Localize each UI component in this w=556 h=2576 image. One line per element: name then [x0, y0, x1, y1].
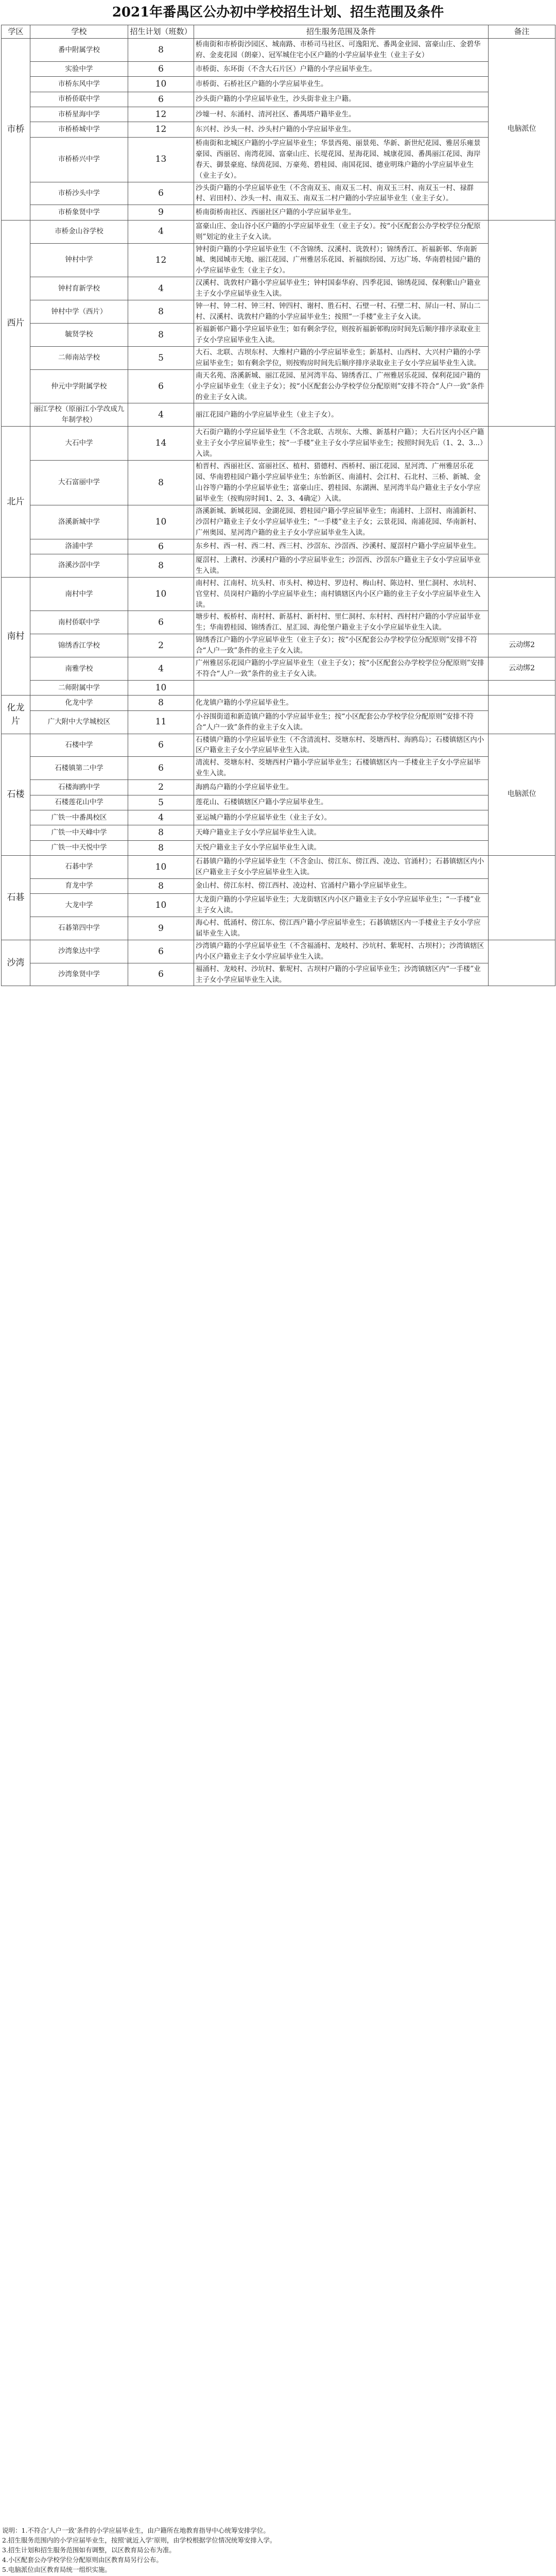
table-row	[2, 539, 555, 554]
plan-count: 6	[128, 963, 194, 986]
school-name: 二师附属中学	[30, 680, 128, 695]
table-row	[2, 137, 555, 182]
table-row	[2, 757, 555, 780]
scope-text: 祈福新邨户籍小学应届毕业生；如有剩余学位，则按祈福新邨购房时间先后顺序排序录取业主子女小学应届毕业生入读。	[194, 323, 489, 346]
scope-text: 柏晋村、西丽社区、富丽社区、植村、猎德村、西桥村、丽江花园、星河湾、广州雅居乐花园、华南碧桂园户籍小学应届毕业生；东怡新区、南浦村、会江村、石北村、三桥、新城、金山谷等户籍的小学应届毕业生；富豪山庄、碧桂园、东湖洲、星河湾半岛户籍业主子女小学应届毕业生（按购房时间1、2、3、4确定）入读。	[194, 461, 489, 505]
plan-count: 9	[128, 205, 194, 220]
plan-count: 10	[128, 894, 194, 917]
plan-count: 4	[128, 403, 194, 427]
scope-text: 钟一村、钟二村、钟三村、钟四村、谢村、胜石村、石壁一村、石壁二村、屏山一村、屏山二村、汉溪村、诜敦村户籍的小学应届毕业生；按照“一手楼”业主子女入读。	[194, 300, 489, 324]
header-scope: 招生服务范围及条件	[194, 25, 489, 39]
note-line: 2.招生服务范围内的小学应届毕业生，按照‘就近入学’原则，由学校根据学位情况统筹安排入学。	[2, 2536, 276, 2544]
document-title: 2021年番禺区公办初中学校招生计划、招生范围及条件	[112, 5, 444, 20]
scope-text: 厦滘村、上漖村、沙溪村户籍的小学应届毕业生；沙滘西、沙滘东户籍业主子女小学应届毕业生入读。	[194, 554, 489, 577]
school-name: 钟村中学（西片）	[30, 300, 128, 324]
table-row	[2, 696, 555, 710]
remark-cell	[489, 940, 555, 986]
remark-cell	[489, 680, 555, 695]
note-line: 3.招生计划和招生服务范围如有调整，以区教育局公布为准。	[2, 2546, 176, 2554]
school-name: 洛溪新城中学	[30, 505, 128, 539]
table-row	[2, 810, 555, 825]
scope-text: 汉溪村、诜敦村户籍小学应届毕业生；钟村国泰华府、四季花园、锦绣花园、保利紫山户籍业主子女小学应届毕业生入读。	[194, 277, 489, 300]
table-row	[2, 795, 555, 810]
area-cell: 化龙片	[2, 696, 30, 734]
school-name: 洛浦中学	[30, 539, 128, 554]
area-cell: 西片	[2, 220, 30, 427]
plan-count: 11	[128, 710, 194, 734]
plan-count: 8	[128, 461, 194, 505]
scope-text: 南天名苑、洛溪新城、丽江花园、星河湾半岛、锦绣香江、广州雅居乐花园、保利花园户籍的小学应届毕业生（业主子女）；按“小区配套公办学校学位分配原则”安排不符合“人户一致”条件的业主子女入读。	[194, 369, 489, 403]
table-row	[2, 346, 555, 369]
scope-text: 化龙镇户籍的小学应届毕业生。	[194, 696, 489, 710]
school-name: 石楼镇第二中学	[30, 757, 128, 780]
header-plan: 招生计划（班数）	[128, 25, 194, 39]
plan-count: 8	[128, 878, 194, 893]
plan-count: 5	[128, 795, 194, 810]
school-name: 南村中学	[30, 577, 128, 611]
plan-count: 10	[128, 77, 194, 92]
table-row	[2, 182, 555, 205]
school-name: 沙湾象贤中学	[30, 963, 128, 986]
plan-count: 6	[128, 940, 194, 963]
table-row	[2, 657, 555, 681]
scope-text: 桥南街和市桥街沙园区、城南路、市桥司马社区、可逸阳光、番禺金业园、富豪山庄、金碧华府、金麦花园（朗豪）、冠军城住宅小区户籍的小学应届毕业生（业主子女）	[194, 39, 489, 62]
table-row	[2, 780, 555, 795]
plan-count: 5	[128, 346, 194, 369]
plan-count: 2	[128, 780, 194, 795]
plan-count: 4	[128, 810, 194, 825]
scope-text: 海心村、低涌村、傍江东、傍江西户籍小学应届毕业生；石碁镇辖区内一手楼业主子女小学应届毕业生入读。	[194, 917, 489, 940]
scope-text: 洛溪新城、新城花园、金湖花园、碧桂园户籍小学应届毕业生；南浦村、上滘村、南浦新村、沙滘村户籍业主子女小学应届毕业生；“一手楼”业主子女；云景花园、南浦花园、华南新村、广州奥园、星河湾户籍的业主子女小学应届毕业生入读。	[194, 505, 489, 539]
scope-text: 南村村、江南村、坑头村、市头村、樟边村、罗边村、梅山村、陈边村、里仁洞村、水坑村、官堂村、员岗村户籍的小学应届毕业生；南村镇辖区内小区户籍的业主子女小学应届毕业生入读。	[194, 577, 489, 611]
table-row	[2, 611, 555, 634]
table-row	[2, 680, 555, 695]
school-name: 钟村育新学校	[30, 277, 128, 300]
plan-count: 6	[128, 611, 194, 634]
plan-count: 4	[128, 277, 194, 300]
scope-text	[194, 680, 489, 695]
remark-cell	[489, 696, 555, 734]
school-name: 南村侨联中学	[30, 611, 128, 634]
area-cell: 沙湾	[2, 940, 30, 986]
plan-count: 10	[128, 855, 194, 878]
school-name: 市桥象贤中学	[30, 205, 128, 220]
plan-count: 8	[128, 300, 194, 324]
school-name: 市桥星海中学	[30, 107, 128, 122]
note-line: 5.电脑派位由区教育局统一组织实施。	[2, 2566, 111, 2573]
scope-text: 天峰户籍业主子女小学应届毕业生入读。	[194, 825, 489, 840]
table-row	[2, 940, 555, 963]
plan-count: 4	[128, 220, 194, 243]
school-name: 大龙中学	[30, 894, 128, 917]
table-row	[2, 917, 555, 940]
table-row	[2, 205, 555, 220]
table-row	[2, 634, 555, 657]
scope-text: 东兴村、沙头一村、沙头村户籍的小学应届毕业生。	[194, 122, 489, 137]
table-row	[2, 855, 555, 878]
plan-count: 12	[128, 243, 194, 277]
plan-count: 6	[128, 757, 194, 780]
scope-text: 沙湾镇户籍的小学应届毕业生（不含福涌村、龙岐村、沙坑村、紫坭村、古坝村）；沙湾镇辖区内小区户籍业主子女小学应届毕业生入读。	[194, 940, 489, 963]
area-cell: 北片	[2, 427, 30, 577]
plan-count: 6	[128, 182, 194, 205]
table-row	[2, 840, 555, 855]
school-name: 广铁一中天悦中学	[30, 840, 128, 855]
scope-text: 大石街户籍的小学应届毕业生（不含北联、古坝东、大维、新基村户籍）；大石片区内小区户籍业主子女小学应届毕业生；按“一手楼”业主子女小学应届毕业生；按照时间先后（1、2、3...）入读。	[194, 427, 489, 461]
school-name: 洛溪沙滘中学	[30, 554, 128, 577]
table-row	[2, 894, 555, 917]
plan-count: 9	[128, 917, 194, 940]
area-cell: 南村	[2, 577, 30, 696]
scope-text: 富豪山庄、金山谷小区户籍的小学应届毕业生（业主子女）。按“小区配套公办学校学位分配原则”划定的业主子女入读。	[194, 220, 489, 243]
remark-cell	[489, 220, 555, 427]
plan-count: 8	[128, 696, 194, 710]
school-name: 大石富丽中学	[30, 461, 128, 505]
table-row	[2, 220, 555, 243]
remark-cell: 电脑派位	[489, 734, 555, 855]
notes-section	[2, 2526, 554, 2574]
scope-text: 天悦户籍业主子女小学应届毕业生入读。	[194, 840, 489, 855]
plan-count: 13	[128, 137, 194, 182]
table-row	[2, 734, 555, 757]
table-row	[2, 277, 555, 300]
remark-cell	[489, 855, 555, 940]
table-row	[2, 323, 555, 346]
scope-text: 桥南街桥南社区、西丽社区户籍的小学应届毕业生。	[194, 205, 489, 220]
school-name: 毓贤学校	[30, 323, 128, 346]
school-name: 石碁中学	[30, 855, 128, 878]
area-cell: 石楼	[2, 734, 30, 855]
remark-cell	[489, 577, 555, 634]
school-name: 丽江学校（原丽江小学改成九年制学校）	[30, 403, 128, 427]
scope-text: 市桥街、石桥社区户籍的小学应届毕业生。	[194, 77, 489, 92]
note-line: 说明：1.不符合‘人户一致’条件的小学应届毕业生，由户籍所在地教育指导中心统筹安排学位。	[2, 2527, 270, 2534]
scope-text: 塘步村、板桥村、南村村、新基村、新村村、里仁洞村、东村村、西村村户籍的小学应届毕业生；华南碧桂园、锦绣香江、星汇园、海伦堡户籍业主子女小学应届毕业生入读。	[194, 611, 489, 634]
school-name: 市桥金山谷学校	[30, 220, 128, 243]
table-row	[2, 369, 555, 403]
school-name: 市桥东风中学	[30, 77, 128, 92]
table-row	[2, 825, 555, 840]
plan-count: 6	[128, 369, 194, 403]
table-row	[2, 122, 555, 137]
scope-text: 大石、北联、古坝东村、大维村户籍的小学应届毕业生；新基村、山西村、大兴村户籍的小学应届毕业生；如有剩余学位，则按购房时间先后顺序排序录取业主子女小学应届毕业生入读。	[194, 346, 489, 369]
plan-count: 14	[128, 427, 194, 461]
plan-count: 10	[128, 577, 194, 611]
plan-count: 8	[128, 323, 194, 346]
plan-count: 6	[128, 92, 194, 107]
scope-text: 沙头街户籍的小学应届毕业生（不含南双玉、南双玉二村、南双玉三村、南双玉一村、禄群村、岩田村）、沙头一村、南双玉、南双玉二村户籍的小学应届毕业生（业主子女）。	[194, 182, 489, 205]
school-name: 广铁一中番禺校区	[30, 810, 128, 825]
school-name: 广大附中大学城校区	[30, 710, 128, 734]
table-row	[2, 39, 555, 62]
table-row	[2, 427, 555, 461]
scope-text: 石碁镇户籍的小学应届毕业生（不含金山、傍江东、傍江西、凌边、官涌村）；石碁镇辖区内小区户籍业主子女小学应届毕业生入读。	[194, 855, 489, 878]
header-remark: 备注	[489, 25, 555, 39]
school-name: 钟村中学	[30, 243, 128, 277]
school-name: 实验中学	[30, 62, 128, 77]
scope-text: 东乡村、西一村、西二村、西三村、沙滘东、沙滘西、沙溪村、厦滘村户籍小学应届毕业生。	[194, 539, 489, 554]
table-row	[2, 62, 555, 77]
plan-count: 8	[128, 825, 194, 840]
scope-text: 大龙街户籍的小学应届毕业生；大龙街辖区内小区户籍业主子女小学应届毕业生；“一手楼”业主子女入读。	[194, 894, 489, 917]
table-row	[2, 92, 555, 107]
remark-cell: 云动绑2	[489, 634, 555, 657]
table-row	[2, 300, 555, 324]
scope-text: 锦绣香江户籍的小学应届毕业生（业主子女）；按“小区配套公办学校学位分配原则”安排不符合“人户一致”条件的业主子女入读。	[194, 634, 489, 657]
school-name: 石楼海鸥中学	[30, 780, 128, 795]
header-school: 学校	[30, 25, 128, 39]
scope-text: 亚运城户籍的小学应届毕业生（业主子女）。	[194, 810, 489, 825]
scope-text: 沙墟一村、东涌村、清河社区、番禺塔户籍毕业生。	[194, 107, 489, 122]
table-row	[2, 878, 555, 893]
school-name: 沙湾象达中学	[30, 940, 128, 963]
table-row	[2, 710, 555, 734]
table-row	[2, 577, 555, 611]
school-name: 二师南站学校	[30, 346, 128, 369]
school-name: 市桥桥兴中学	[30, 137, 128, 182]
table-row	[2, 554, 555, 577]
remark-cell: 电脑派位	[489, 39, 555, 220]
scope-text: 沙头街户籍的小学应届毕业生，沙头街非业主户籍。	[194, 92, 489, 107]
plan-count: 8	[128, 39, 194, 62]
school-name: 番中附属学校	[30, 39, 128, 62]
scope-text: 海鸥岛户籍的小学应届毕业生。	[194, 780, 489, 795]
school-name: 大石中学	[30, 427, 128, 461]
school-name: 育龙中学	[30, 878, 128, 893]
school-name: 仲元中学附属学校	[30, 369, 128, 403]
area-cell: 石碁	[2, 855, 30, 940]
scope-text: 莲花山、石楼镇辖区户籍小学应届毕业生。	[194, 795, 489, 810]
table-header-row	[2, 25, 555, 39]
scope-text: 金山村、傍江东村、傍江西村、凌边村、官涌村户籍小学应届毕业生。	[194, 878, 489, 893]
scope-text: 钟村街户籍的小学应届毕业生（不含锦绣、汉溪村、诜敦村）；锦绣香江、祈福新邨、华南新城、奥园城市天地、丽江花园、广州雅居乐花园、祈福缤纷园、万达广场、华南碧桂园户籍的小学应届毕业生（业主子女）。	[194, 243, 489, 277]
plan-count: 12	[128, 107, 194, 122]
plan-count: 10	[128, 680, 194, 695]
school-name: 石楼中学	[30, 734, 128, 757]
scope-text: 石楼镇户籍的小学应届毕业生（不含清流村、茭塘东村、茭塘西村、海鸥岛）；石楼镇辖区内小区户籍业主子女小学应届毕业生入读。	[194, 734, 489, 757]
plan-count: 4	[128, 657, 194, 681]
enrollment-table	[1, 25, 555, 986]
table-row	[2, 461, 555, 505]
scope-text: 丽江花园户籍的小学应届毕业生（业主子女）。	[194, 403, 489, 427]
plan-count: 6	[128, 734, 194, 757]
table-row	[2, 107, 555, 122]
table-row	[2, 243, 555, 277]
school-name: 市桥沙头中学	[30, 182, 128, 205]
plan-count: 6	[128, 539, 194, 554]
school-name: 石楼莲花山中学	[30, 795, 128, 810]
table-row	[2, 403, 555, 427]
school-name: 锦绣香江学校	[30, 634, 128, 657]
header-area: 学区	[2, 25, 30, 39]
scope-text: 清流村、茭塘东村、茭塘西村户籍小学应届毕业生；石楼镇辖区内一手楼业主子女小学应届毕业生入读。	[194, 757, 489, 780]
remark-cell	[489, 427, 555, 577]
school-name: 广铁一中天峰中学	[30, 825, 128, 840]
note-line: 4.小区配套公办学校学位分配原则由区教育局另行公布。	[2, 2556, 163, 2564]
plan-count: 2	[128, 634, 194, 657]
school-name: 石碁第四中学	[30, 917, 128, 940]
plan-count: 12	[128, 122, 194, 137]
plan-count: 6	[128, 62, 194, 77]
plan-count: 10	[128, 505, 194, 539]
scope-text: 福涌村、龙岐村、沙坑村、紫坭村、古坝村户籍的小学应届毕业生；沙湾镇辖区内“一手楼”业主子女小学应届毕业生入读。	[194, 963, 489, 986]
area-cell: 市桥	[2, 39, 30, 220]
school-name: 市桥侨联中学	[30, 92, 128, 107]
scope-text: 小谷围街道和新造镇户籍的小学应届毕业生；按“小区配套公办学校学位分配原则”安排不符合“人户一致”条件的业主子女入读。	[194, 710, 489, 734]
plan-count: 8	[128, 554, 194, 577]
plan-count: 8	[128, 840, 194, 855]
school-name: 化龙中学	[30, 696, 128, 710]
scope-text: 市桥街、东环街（不含大石片区）户籍的小学应届毕业生。	[194, 62, 489, 77]
table-row	[2, 505, 555, 539]
table-row	[2, 77, 555, 92]
school-name: 市桥桥城中学	[30, 122, 128, 137]
remark-cell: 云动绑2	[489, 657, 555, 681]
scope-text: 广州雅居乐花园户籍的小学应届毕业生（业主子女）；按“小区配套公办学校学位分配原则”安排不符合“人户一致”条件的业主子女入读。	[194, 657, 489, 681]
table-row	[2, 963, 555, 986]
scope-text: 桥南街和北城区户籍的小学应届毕业生；华景西苑、丽景苑、华新、新世纪花园、雅居乐雍景豪园、西丽居、南湾花园、富豪山庄、长堤花园、星海花园、城康花园、番禺丽江花园、海岸春天、御景豪庭、绿茵花园、万豪苑、碧桂园、南国花园、德业明珠户籍的小学应届毕业生（业主子女）。	[194, 137, 489, 182]
school-name: 南雅学校	[30, 657, 128, 681]
